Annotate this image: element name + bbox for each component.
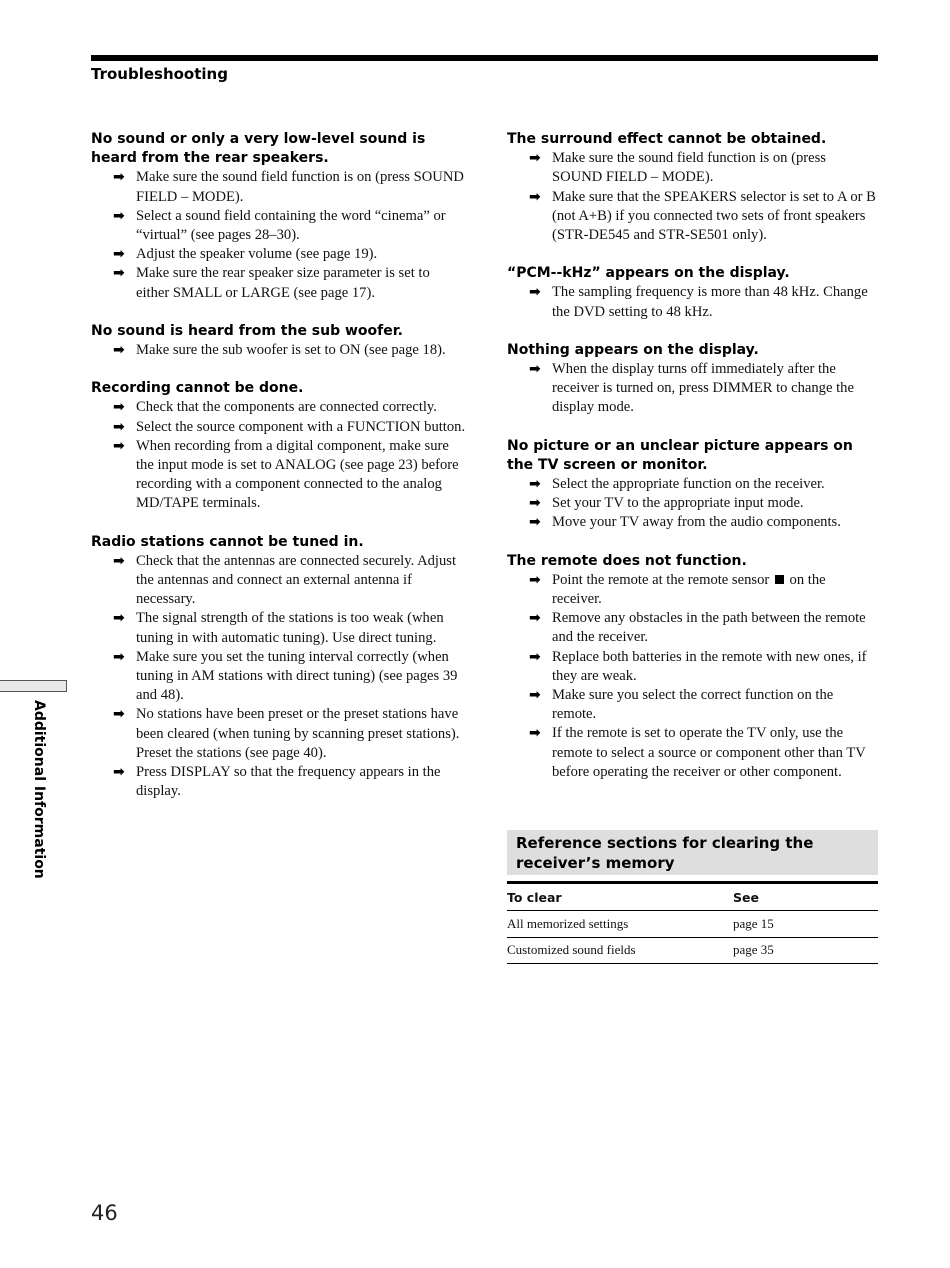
list-item: ➡ The sampling frequency is more than 48 kHz. Change the DVD setting to 48 kHz. [529,284,868,320]
section-pcm [507,264,879,322]
arrow-right-icon: ➡ [113,246,125,263]
table-cell: page 15 [733,916,774,931]
table-header-row [507,884,878,911]
list-item: ➡ Make sure the sound field function is on (press SOUND FIELD – MODE). [529,150,826,186]
list-item: ➡ Adjust the speaker volume (see page 19). [91,245,466,264]
list-item: ➡ Check that the antennas are connected securely. Adjust the antennas and connect an external antenna if necessary. [113,552,456,608]
list-item: ➡ The signal strength of the stations is too weak (when tuning in with automatic tuning). Use direct tuning. [113,610,444,646]
table-cell: page 35 [733,942,774,957]
list-item: ➡ Select a sound field containing the word “cinema” or “virtual” (see pages 28–30). [113,207,446,244]
arrow-right-icon: ➡ [113,169,125,186]
list-item: ➡ Point the remote at the remote sensor on the receiver. [529,571,826,608]
section-heading: Recording cannot be done. [91,380,304,397]
section-heading: The remote does not function. [507,552,747,569]
section-heading: No picture or an unclear picture appears on the TV screen or monitor. [507,437,853,473]
section-heading: No sound or only a very low-level sound is heard from the rear speakers. [91,131,426,167]
list-item: ➡ Make sure you set the tuning interval correctly (when tuning in AM stations with direct tuning) (see pages 39 and 48). [113,648,458,704]
arrow-right-icon: ➡ [113,399,125,416]
arrow-right-icon: ➡ [529,476,541,493]
section-heading: “PCM--kHz” appears on the display. [507,265,790,282]
section-remote [507,552,879,782]
section-heading: Nothing appears on the display. [507,341,759,358]
arrow-right-icon: ➡ [529,610,541,627]
section-surround [507,130,879,245]
arrow-right-icon: ➡ [529,188,541,205]
reference-title: Reference sections for clearing the receiver’s memory [516,834,814,872]
list-item: ➡ Make sure the sub woofer is set to ON (see page 18). [91,341,466,360]
arrow-right-icon: ➡ [113,265,125,282]
arrow-right-icon: ➡ [529,514,541,531]
arrow-right-icon: ➡ [529,284,541,301]
table-cell: Customized sound fields [507,942,636,957]
remote-sensor-icon [775,575,784,584]
arrow-right-icon: ➡ [113,342,125,359]
side-tab-marker [0,680,67,692]
arrow-right-icon: ➡ [113,648,125,665]
arrow-right-icon: ➡ [529,361,541,378]
reference-box [507,830,878,875]
arrow-right-icon: ➡ [113,207,125,224]
column-header: See [733,890,759,905]
column-header: To clear [507,890,562,905]
side-section-label: Additional Information [31,700,47,879]
section-sub-woofer [91,322,466,360]
list-item: ➡ If the remote is set to operate the TV only, use the remote to select a source or component other than TV before operating the receiver or other component. [529,725,866,780]
section-recording [91,379,466,513]
list-item: ➡ Select the source component with a FUNCTION button. [91,418,466,437]
list-item: ➡ Check that the components are connected correctly. [91,398,466,417]
section-rear-speakers [91,130,466,303]
list-item: ➡ Make sure the sound field function is on (press SOUND FIELD – MODE). [113,169,464,205]
section-radio [91,533,466,802]
list-item: ➡ Replace both batteries in the remote with new ones, if they are weak. [529,648,867,684]
section-display [507,341,879,418]
list-item: ➡ No stations have been preset or the preset stations have been cleared (when tuning by scanning preset stations). Preset the stations (see page 40). [113,706,460,761]
right-column [507,130,879,801]
arrow-right-icon: ➡ [529,725,541,742]
left-column [91,130,466,821]
list-item: ➡ Press DISPLAY so that the frequency appears in the display. [113,764,441,800]
list-item: ➡ When recording from a digital component, make sure the input mode is set to ANALOG (see page 23) before recording with a component connected to the analog MD/TAPE terminals. [113,437,459,512]
list-item: ➡ Make sure you select the correct function on the remote. [529,687,834,723]
list-item: ➡ Move your TV away from the audio components. [507,513,879,532]
top-rule [91,55,878,61]
section-heading: Radio stations cannot be tuned in. [91,533,364,550]
arrow-right-icon: ➡ [113,764,125,781]
arrow-right-icon: ➡ [529,648,541,665]
list-item: ➡ Set your TV to the appropriate input mode. [507,494,879,513]
arrow-right-icon: ➡ [529,687,541,704]
arrow-right-icon: ➡ [529,495,541,512]
arrow-right-icon: ➡ [113,706,125,723]
page-number: 46 [91,1201,118,1225]
arrow-right-icon: ➡ [113,552,125,569]
table-row [507,911,878,938]
page-title: Troubleshooting [91,65,228,83]
arrow-right-icon: ➡ [529,150,541,167]
section-heading: No sound is heard from the sub woofer. [91,322,403,339]
list-item: ➡ Select the appropriate function on the receiver. [507,475,879,494]
list-item: ➡ Make sure that the SPEAKERS selector is set to A or B (not A+B) if you connected two sets of front speakers (STR-DE545 and STR-SE501 only). [529,188,876,244]
arrow-right-icon: ➡ [113,610,125,627]
list-item: ➡ When the display turns off immediately after the receiver is turned on, press DIMMER to change the display mode. [529,361,854,416]
list-item: ➡ Remove any obstacles in the path between the remote and the receiver. [529,610,866,646]
list-item: ➡ Make sure the rear speaker size parameter is set to either SMALL or LARGE (see page 17). [113,265,430,301]
arrow-right-icon: ➡ [113,437,125,454]
arrow-right-icon: ➡ [113,418,125,435]
table-row [507,937,878,964]
section-picture [507,437,879,533]
arrow-right-icon: ➡ [529,571,541,588]
table-cell: All memorized settings [507,916,629,931]
section-heading: The surround effect cannot be obtained. [507,131,827,147]
